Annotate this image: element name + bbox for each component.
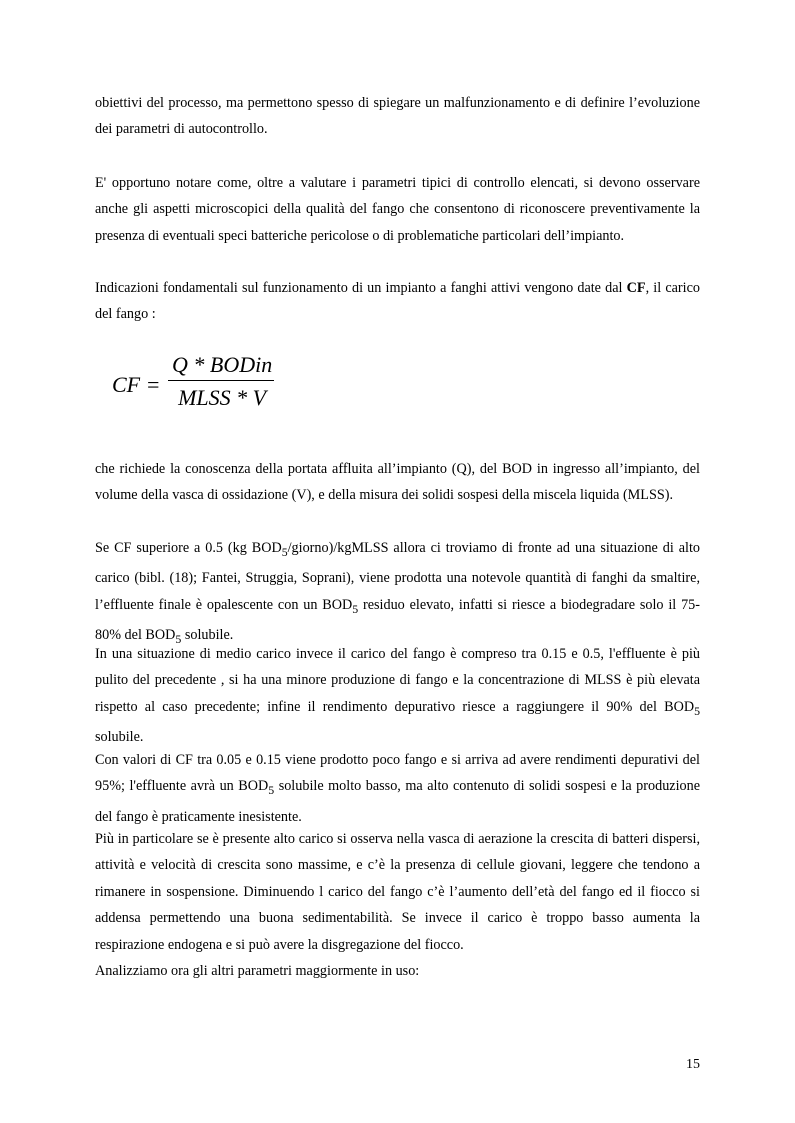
paragraph-medium-load: In una situazione di medio carico invece il carico del fango è compreso tra 0.15 e 0.5, l'effluente è più pulito del precedente , si ha una minore produzione di fango e la concentrazione di MLSS è più elevata rispetto al caso precedente; infine il rendimento depurativo riesce a raggiungere il 90% del $BOD_5$ solubile. xyxy=(95,646,700,746)
paragraph-low-load: Con valori di CF tra 0.05 e 0.15 viene prodotto poco fango e si arriva ad avere rendimenti depurativi del 95%; l'effluente avrà un $BOD_5$ solubile molto basso, ma alto contenuto di solidi sospesi e la produzione del fango è praticamente inesistente. xyxy=(95,752,701,825)
paragraph-high-load: Se CF superiore a 0.5 (kg $BOD_5/giorno$)/kgMLSS allora ci troviamo di fronte ad una situazione di alto carico (bibl. (18); Fantei, Struggia, Soprani), viene prodotta una notevole quantità di fanghi da smaltire, l’effluente finale è opalescente con un $BOD_5$ residuo elevato, infatti si riesce a biodegradare solo il 75-80% del $BOD_5$ solubile. xyxy=(95,540,700,646)
page-number: 15 xyxy=(686,1057,700,1072)
formula-lhs: CF = xyxy=(112,372,161,397)
paragraph-cf-intro: Indicazioni fondamentali sul funzionamento di un impianto a fanghi attivi vengono date dal CF, il carico del fango : xyxy=(95,280,700,323)
paragraph-other-parameters: Analizziamo ora gli altri parametri maggiormente in uso: xyxy=(95,963,420,979)
cf-formula xyxy=(112,352,312,422)
paragraph-cf-requirements: che richiede la conoscenza della portata affluita all’impianto (Q), del BOD in ingresso all’impianto, del volume della vasca di ossidazione (V), e della misura dei solidi sospesi della miscela liquida (MLSS). xyxy=(95,461,700,504)
paragraph-microscopic-aspects: E' opportuno notare come, oltre a valutare i parametri tipici di controllo elencati, si devono osservare anche gli aspetti microscopici della qualità del fango che consentono di riconoscere preventivamente la presenza di eventuali speci batteriche pericolose o di problematiche particolari dell’impianto. xyxy=(95,175,700,244)
paragraph-process-objectives: obiettivi del processo, ma permettono spesso di spiegare un malfunzionamento e di definire l’evoluzione dei parametri di autocontrollo. xyxy=(95,95,700,138)
formula-fraction xyxy=(168,352,276,411)
paragraph-load-details: Più in particolare se è presente alto carico si osserva nella vasca di aerazione la crescita di batteri dispersi, attività e velocità di crescita sono massime, e c’è la presenza di cellule giovani, leggere che tendono a rimanere in sospensione. Diminuendo l carico del fango c’è l’aumento dell’età del fango ed il fiocco si addensa permettendo una buona sedimentabilità. Se invece il carico è troppo basso aumenta la respirazione endogena e si può avere la disgregazione del fiocco. xyxy=(95,831,700,953)
formula-numerator: Q * BODin xyxy=(172,352,273,377)
formula-denominator: MLSS * V xyxy=(178,385,267,410)
